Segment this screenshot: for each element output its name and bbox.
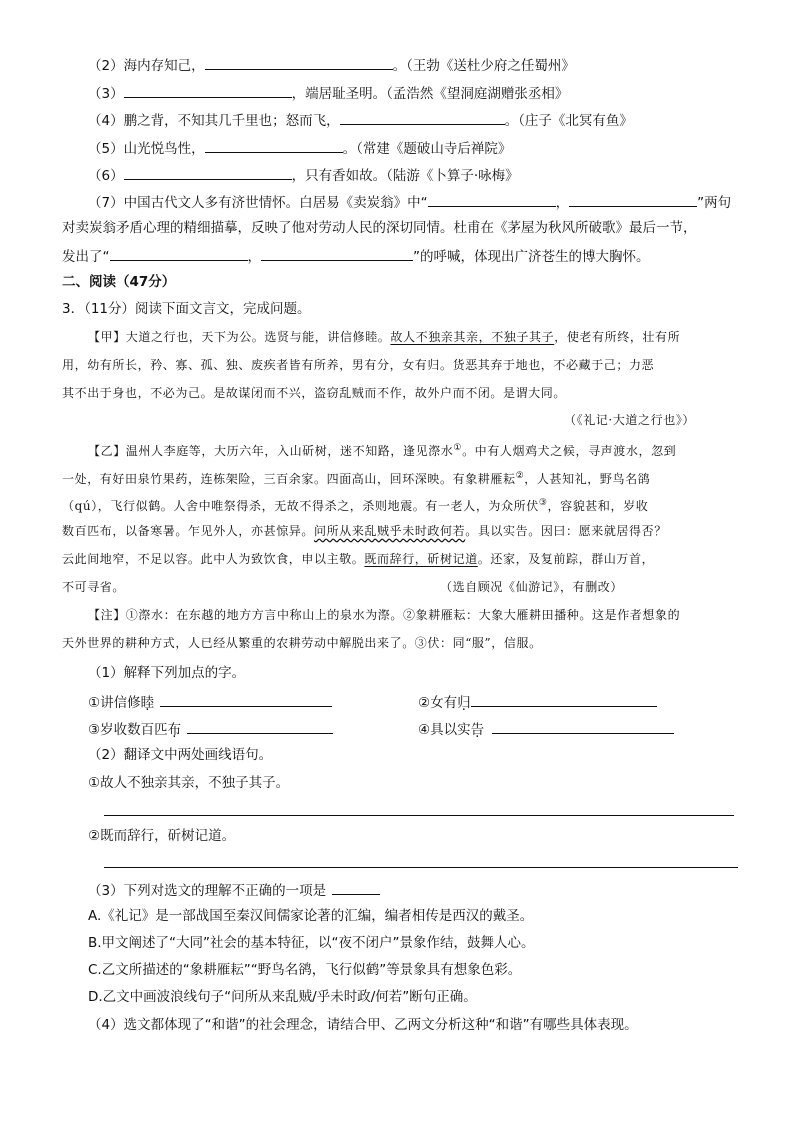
explain-item-4	[418, 719, 674, 739]
passage-text: 【甲】大道之行也，天下为公。选贤与能，讲信修睦。	[88, 330, 391, 344]
answer-blank[interactable]	[492, 719, 674, 734]
footnote-marker: ③	[538, 498, 548, 508]
item-number: （3）	[88, 86, 124, 102]
item-text: ，	[555, 195, 570, 211]
passage-text: 【乙】温州人李庭等，大历六年，入山斫树，迷不知路，逢见漈水	[88, 444, 454, 458]
passage-jia-line	[88, 328, 680, 346]
item-text: ”的呼喊，体现出广济苍生的博大胸怀。	[413, 249, 650, 265]
item-text: 中国古代文人多有济世情怀。白居易《卖炭翁》中“	[123, 195, 428, 211]
passage-text: 。中有人烟鸡犬之候，寻声渡水，忽到	[462, 444, 677, 458]
passage-yi-line: 不可寻省。	[62, 580, 126, 594]
answer-line[interactable]	[104, 867, 738, 868]
explain-item-3	[88, 719, 333, 739]
fill-item-4	[88, 110, 633, 130]
fill-item-5	[88, 138, 511, 158]
item-number: （4）	[88, 113, 124, 129]
subquestion-3-label	[88, 880, 380, 900]
answer-blank[interactable]	[340, 110, 505, 125]
item-text: ，	[247, 249, 261, 265]
subquestion-4-label: （4）选文都体现了“和谐”的社会理念，请结合甲、乙两文分析这种“和谐”有哪些具体表现。	[88, 1017, 638, 1033]
passage-text: ，人甚知礼，野鸟名鹆	[524, 472, 651, 486]
passage-yi-line	[88, 439, 676, 460]
fill-item-7-line3	[62, 246, 650, 266]
passage-text: 云此间地窄，不足以容。此中人为致饮食，申以主敬。	[62, 552, 365, 566]
dotted-char: 睦	[140, 695, 155, 711]
answer-blank[interactable]	[261, 246, 413, 261]
answer-blank[interactable]	[428, 192, 556, 207]
option-d: D.乙文中画波浪线句子“问所从来乱贼/乎未时政/何若”断句正确。	[88, 989, 477, 1005]
subquestion-1-label: （1）解释下列加点的字。	[88, 665, 246, 681]
item-number: （6）	[88, 168, 124, 184]
explain-word: ③岁收数百匹	[88, 722, 168, 738]
translate-sentence-1: ①故人不独亲其亲，不独子其子。	[88, 775, 290, 791]
annotation-line: 天外世界的耕种方式，人已经从繁重的农耕劳动中解脱出来了。③伏：同“服”，信服。	[62, 636, 542, 650]
passage-text: 一处，有好田泉竹果药，连栋架险，三百余家。四面高山，回环深映。有象耕雁耘	[62, 472, 516, 486]
passage-yi-source: （选自顾况《仙游记》，有删改）	[440, 580, 624, 594]
option-a: A.《礼记》是一部战国至秦汉间儒家论著的汇编，编者相传是西汉的戴圣。	[88, 908, 534, 924]
item-text: 海内存知己，	[123, 58, 205, 74]
item-source: ，只有香如故。（陆游《卜算子·咏梅》	[291, 168, 519, 184]
passage-yi-line	[62, 550, 654, 568]
item-text: 山光悦鸟性，	[123, 141, 205, 157]
passage-yi-line	[62, 467, 650, 488]
answer-blank[interactable]	[205, 55, 393, 70]
translate-sentence-2: ②既而辞行，斫树记道。	[88, 828, 236, 844]
wavy-underlined-sentence: 问所从来乱贼乎未时政何若	[314, 524, 466, 538]
passage-text: ，容貌甚和，岁收	[547, 499, 649, 513]
item-text: ”两句	[697, 195, 732, 211]
option-c: C.乙文所描述的“象耕雁耘”“野鸟名鹆，飞行似鹤”等景象具有想象色彩。	[88, 962, 522, 978]
subquestion-2-label: （2）翻译文中两处画线语句。	[88, 747, 273, 763]
explain-item-2	[418, 692, 657, 712]
item-text: 发出了“	[62, 249, 110, 265]
passage-jia-line: 用，幼有所长，矜、寡、孤、独、废疾者皆有所养，男有分，女有归。货恶其弃于地也，不必藏于己；力恶	[62, 358, 655, 372]
passage-yi-line	[62, 494, 648, 515]
fill-item-6	[88, 165, 519, 185]
answer-blank[interactable]	[471, 692, 657, 707]
footnote-marker: ①	[453, 443, 463, 453]
underlined-sentence: 既而辞行，斫树记道	[364, 552, 478, 566]
item-number: （5）	[88, 141, 124, 157]
option-b: B.甲文阐述了“大同”社会的基本特征，以“夜不闭户”景象作结，鼓舞人心。	[88, 935, 535, 951]
answer-blank[interactable]	[124, 165, 292, 180]
passage-text: 。具以实告。因曰：愿来就居得否？	[465, 524, 667, 538]
dotted-char: 归	[457, 695, 471, 711]
item-text: 鹏之背，不知其几千里也；怒而飞，	[123, 113, 340, 129]
underlined-sentence: 故人不独亲其亲，不独子其子	[390, 330, 555, 344]
answer-line[interactable]	[104, 815, 734, 816]
passage-text: 数百匹布，以备寒暑。乍见外人，亦甚惊异。	[62, 524, 315, 538]
passage-text: 。还家，及复前踪，群山万首，	[477, 552, 655, 566]
section-title: 二、阅读（47分）	[62, 274, 176, 290]
passage-text: （qú），飞行似鹤。人舍中唯祭得杀，无故不得杀之，杀则地震。有一老人，为众所伏	[62, 499, 539, 513]
fill-item-3	[88, 83, 568, 103]
item-number: （2）	[88, 58, 124, 74]
item-source: 。（王勃《送杜少府之任蜀州》	[392, 58, 575, 74]
answer-blank[interactable]	[110, 246, 248, 261]
explain-word: ①讲信修	[88, 695, 141, 711]
answer-blank[interactable]	[569, 192, 697, 207]
item-source: 。（常建《题破山寺后禅院》	[342, 141, 512, 157]
explain-word: ②女有	[418, 695, 458, 711]
explain-word: ④具以实	[418, 722, 471, 738]
annotation-line: 【注】①漈水：在东越的地方方言中称山上的泉水为漈。②象耕雁耘：大象大雁耕田播种。这是作者想象的	[88, 608, 681, 622]
passage-text: ，使老有所终，壮有所	[554, 330, 681, 344]
answer-blank[interactable]	[124, 83, 292, 98]
question-text: （3）下列对选文的理解不正确的一项是	[88, 883, 327, 899]
answer-blank[interactable]	[332, 880, 380, 895]
question-3-intro: 3．（11分）阅读下面文言文，完成问题。	[62, 301, 311, 317]
answer-blank[interactable]	[187, 719, 333, 734]
item-source: 。（庄子《北冥有鱼》	[504, 113, 633, 129]
fill-item-7	[88, 192, 731, 212]
passage-jia-line: 其不出于身也，不必为己。是故谋闭而不兴，盗窃乱贼而不作，故外户而不闭。是谓大同。	[62, 386, 567, 400]
answer-blank[interactable]	[205, 138, 343, 153]
answer-blank[interactable]	[160, 692, 332, 707]
passage-jia-source: （《礼记·大道之行也》）	[564, 413, 696, 427]
fill-item-7-line2: 对卖炭翁矛盾心理的精细描摹，反映了他对劳动人民的深切同情。杜甫在《茅屋为秋风所破歌》最后一节，	[62, 220, 697, 236]
item-number: （7）	[88, 195, 124, 211]
dotted-char: 布	[167, 722, 182, 738]
explain-item-1	[88, 692, 332, 712]
fill-item-2	[88, 55, 575, 75]
passage-yi-line	[62, 522, 667, 540]
item-source: ，端居耻圣明。（孟浩然《望洞庭湖赠张丞相》	[291, 86, 569, 102]
dotted-char: 告	[470, 722, 485, 738]
footnote-marker: ②	[515, 471, 525, 481]
